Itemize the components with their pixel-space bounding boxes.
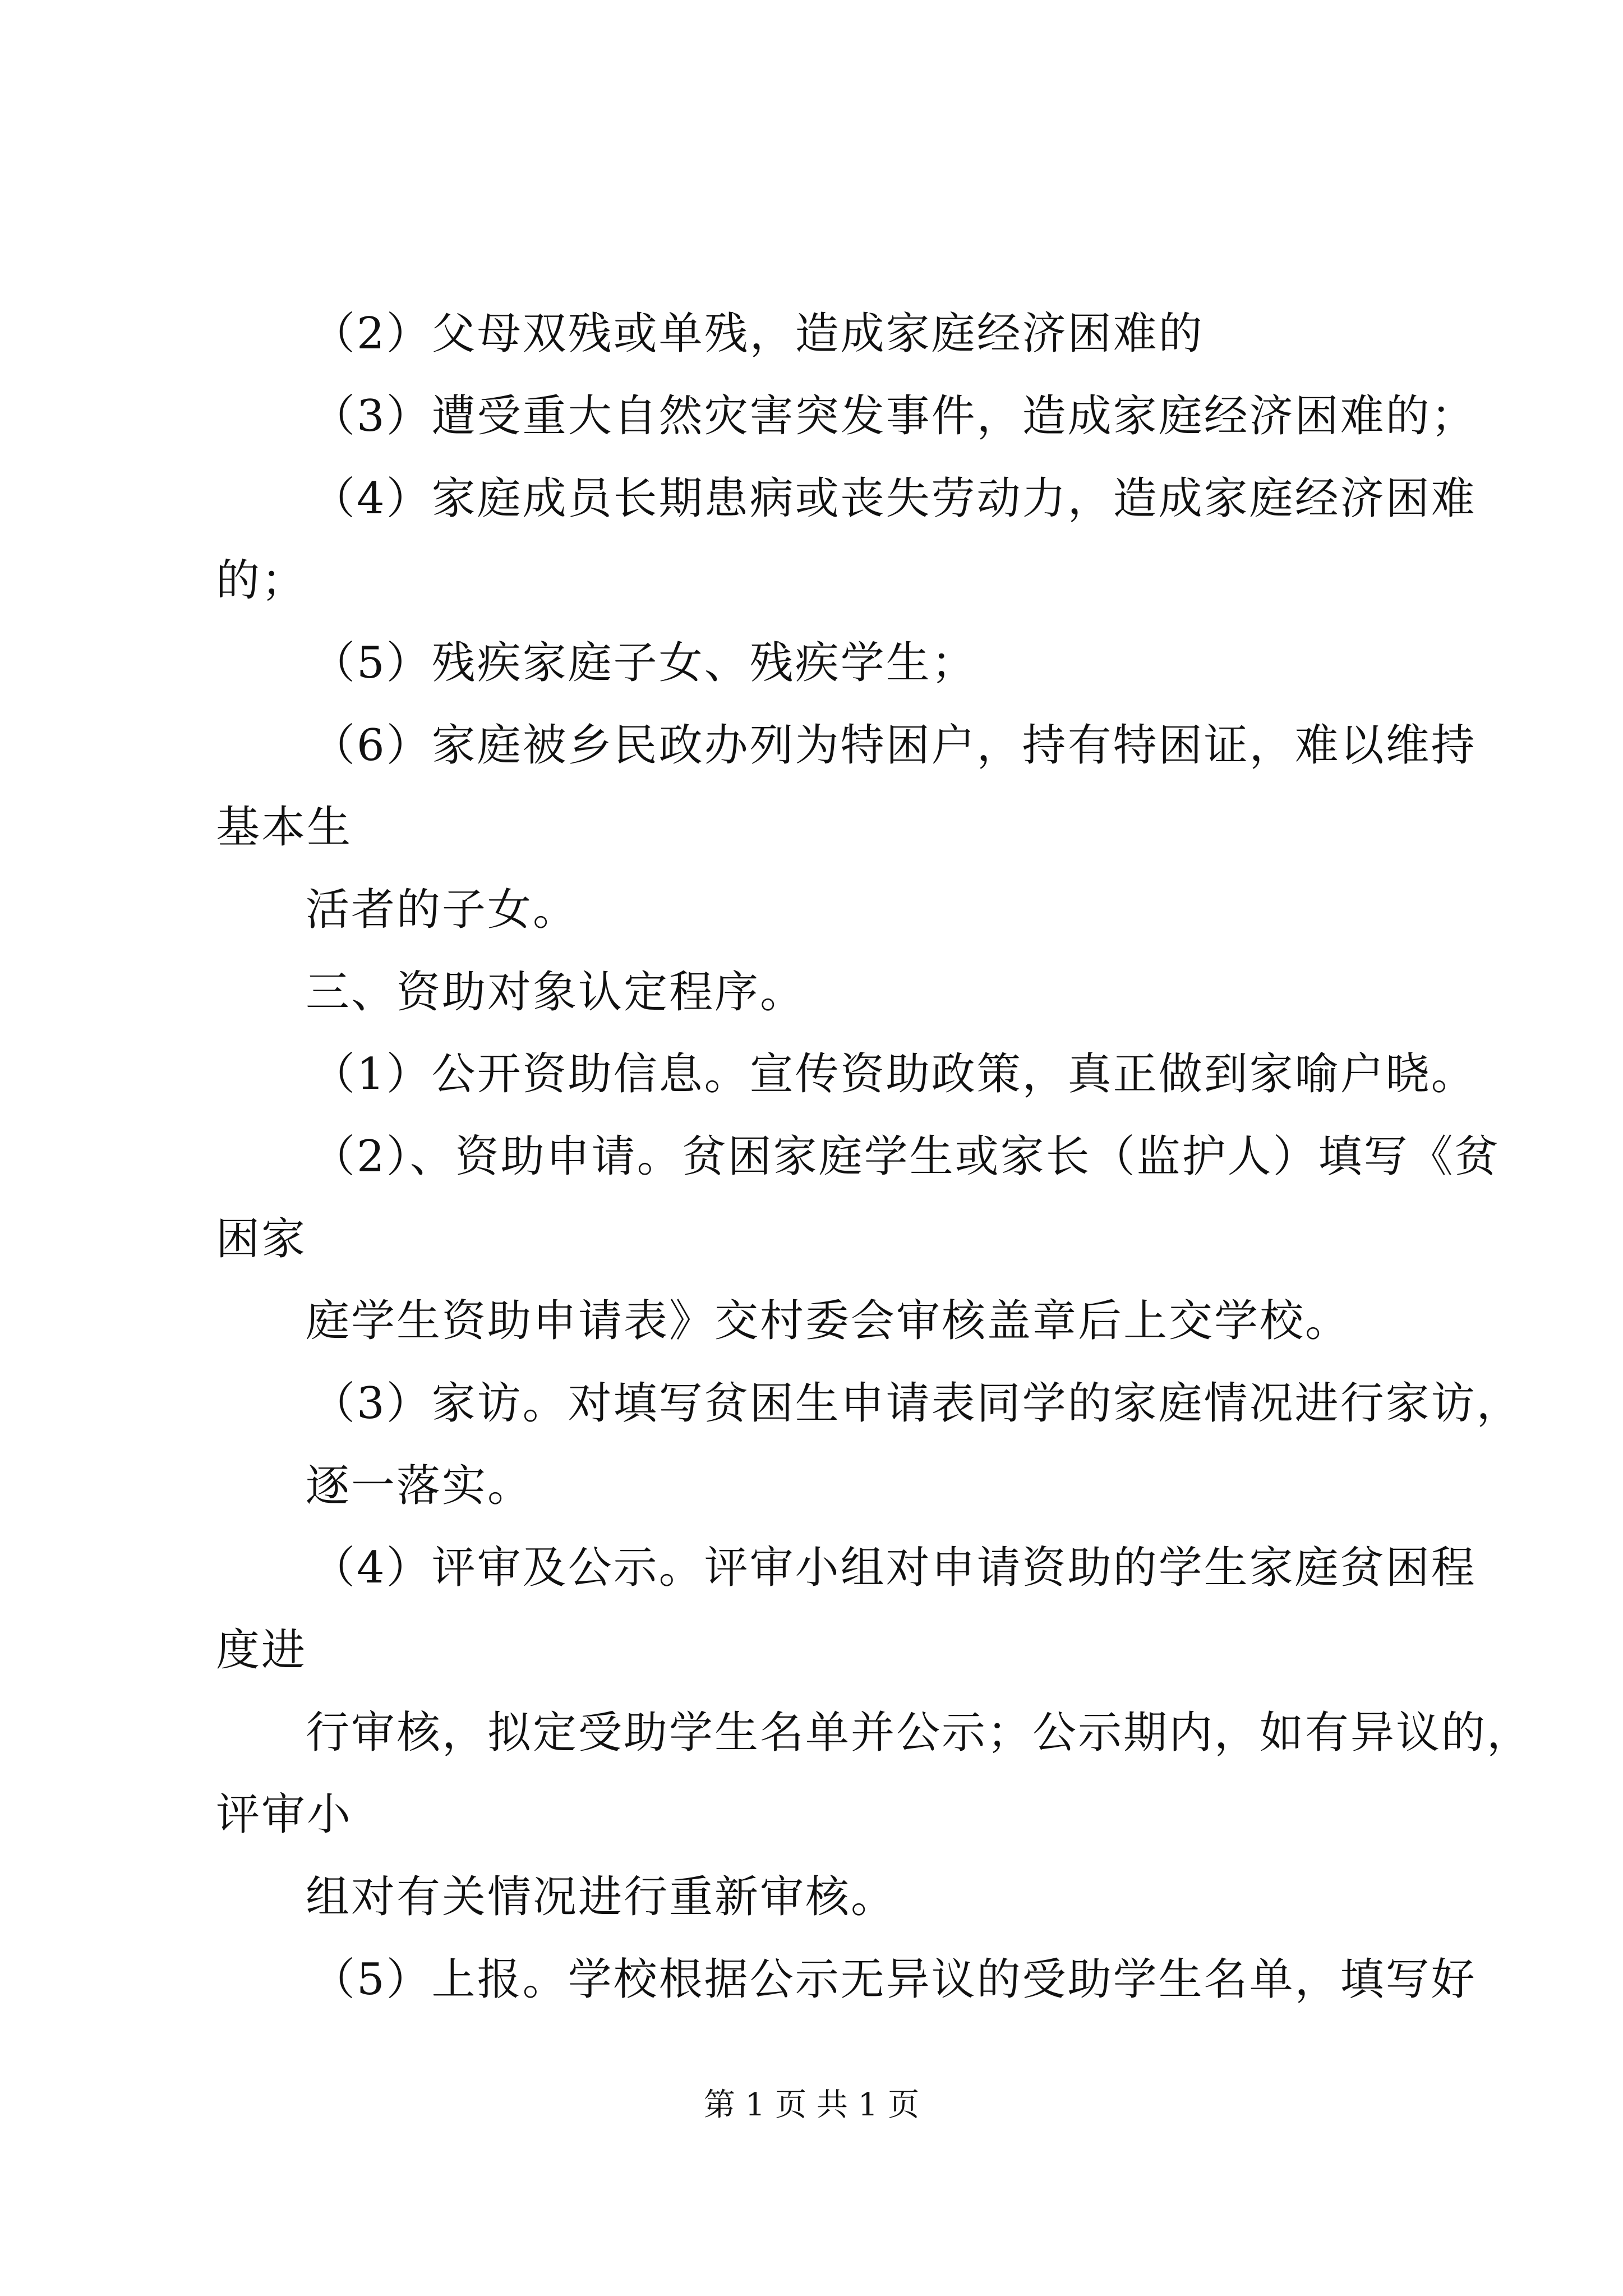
paragraph-line-4: 的； [216, 555, 307, 606]
paragraph-line-17: 度进 [216, 1625, 307, 1676]
paragraph-line-21: （5）上报。学校根据公示无异议的受助学生名单，填写好 [311, 1954, 1477, 2005]
paragraph-line-12: 困家 [216, 1214, 307, 1264]
paragraph-line-2: （3）遭受重大自然灾害突发事件，造成家庭经济困难的； [311, 391, 1477, 441]
paragraph-line-3: （4）家庭成员长期患病或丧失劳动力，造成家庭经济困难 [311, 473, 1477, 524]
paragraph-line-8: 活者的子女。 [306, 885, 579, 935]
paragraph-line-19: 评审小 [216, 1789, 353, 1840]
paragraph-line-20: 组对有关情况进行重新审核。 [306, 1872, 897, 1922]
paragraph-line-5: （5）残疾家庭子女、残疾学生； [311, 638, 977, 688]
paragraph-line-6: （6）家庭被乡民政办列为特困户，持有特困证，难以维持 [311, 720, 1477, 771]
paragraph-line-18: 行审核，拟定受助学生名单并公示；公示期内，如有异议的， [306, 1708, 1533, 1758]
paragraph-line-13: 庭学生资助申请表》交村委会审核盖章后上交学校。 [306, 1296, 1351, 1346]
paragraph-line-14: （3）家访。对填写贫困生申请表同学的家庭情况进行家访， [311, 1378, 1522, 1429]
paragraph-line-10: （1）公开资助信息。宣传资助政策，真正做到家喻户晓。 [311, 1049, 1477, 1099]
paragraph-line-11: （2）、资助申请。贫困家庭学生或家长（监护人）填写《贫 [311, 1131, 1500, 1182]
paragraph-line-16: （4）评审及公示。评审小组对申请资助的学生家庭贫困程 [311, 1543, 1477, 1593]
paragraph-line-15: 逐一落实。 [306, 1461, 533, 1511]
section-heading-3: 三、资助对象认定程序。 [306, 967, 806, 1018]
paragraph-line-7: 基本生 [216, 802, 353, 853]
paragraph-line-1: （2）父母双残或单残，造成家庭经济困难的 [311, 309, 1204, 359]
page-footer: 第 1 页 共 1 页 [703, 2087, 920, 2123]
